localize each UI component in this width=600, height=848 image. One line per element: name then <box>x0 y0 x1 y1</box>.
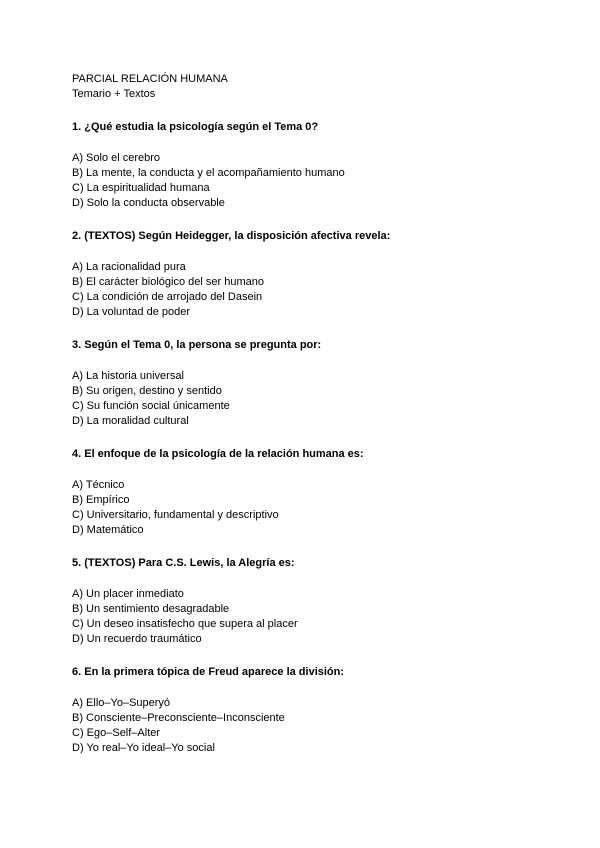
option-c: C) La condición de arrojado del Dasein <box>72 291 263 303</box>
option-a: A) La racionalidad pura <box>72 261 186 273</box>
option-a: A) Solo el cerebro <box>72 152 161 164</box>
document-content <box>72 72 542 756</box>
option-b: B) Su origen, destino y sentido <box>72 385 222 397</box>
option-c: C) Un deseo insatisfecho que supera al placer <box>72 618 298 630</box>
question-1 <box>72 120 542 211</box>
option-c: C) La espiritualidad humana <box>72 182 210 194</box>
question-text: 1. ¿Qué estudia la psicología según el Tema 0? <box>72 121 319 133</box>
question-5 <box>72 556 542 647</box>
question-text: 5. (TEXTOS) Para C.S. Lewis, la Alegría es: <box>72 557 295 569</box>
question-4 <box>72 447 542 538</box>
option-d: D) La voluntad de poder <box>72 306 191 318</box>
option-a: A) Ello–Yo–Superyó <box>72 697 171 709</box>
option-d: D) Matemático <box>72 524 144 536</box>
question-3 <box>72 338 542 429</box>
option-b: B) La mente, la conducta y el acompañamiento humano <box>72 167 345 179</box>
option-d: D) La moralidad cultural <box>72 415 189 427</box>
option-c: C) Su función social únicamente <box>72 400 230 412</box>
question-text: 4. El enfoque de la psicología de la relación humana es: <box>72 448 364 460</box>
option-d: D) Solo la conducta observable <box>72 197 225 209</box>
option-b: B) Consciente–Preconsciente–Inconsciente <box>72 712 285 724</box>
option-d: D) Yo real–Yo ideal–Yo social <box>72 742 215 754</box>
question-text: 2. (TEXTOS) Según Heidegger, la disposición afectiva revela: <box>72 230 391 242</box>
option-b: B) El carácter biológico del ser humano <box>72 276 264 288</box>
document-title: PARCIAL RELACIÓN HUMANA <box>72 73 228 85</box>
option-a: A) La historia universal <box>72 370 184 382</box>
question-text: 6. En la primera tópica de Freud aparece la división: <box>72 666 345 678</box>
document-subtitle: Temario + Textos <box>72 88 156 100</box>
option-c: C) Ego–Self–Alter <box>72 727 161 739</box>
option-c: C) Universitario, fundamental y descriptivo <box>72 509 279 521</box>
question-2 <box>72 229 542 320</box>
option-a: A) Un placer inmediato <box>72 588 184 600</box>
option-d: D) Un recuerdo traumático <box>72 633 202 645</box>
question-text: 3. Según el Tema 0, la persona se pregunta por: <box>72 339 322 351</box>
option-b: B) Empírico <box>72 494 130 506</box>
option-a: A) Técnico <box>72 479 125 491</box>
question-6 <box>72 665 542 756</box>
option-b: B) Un sentimiento desagradable <box>72 603 230 615</box>
